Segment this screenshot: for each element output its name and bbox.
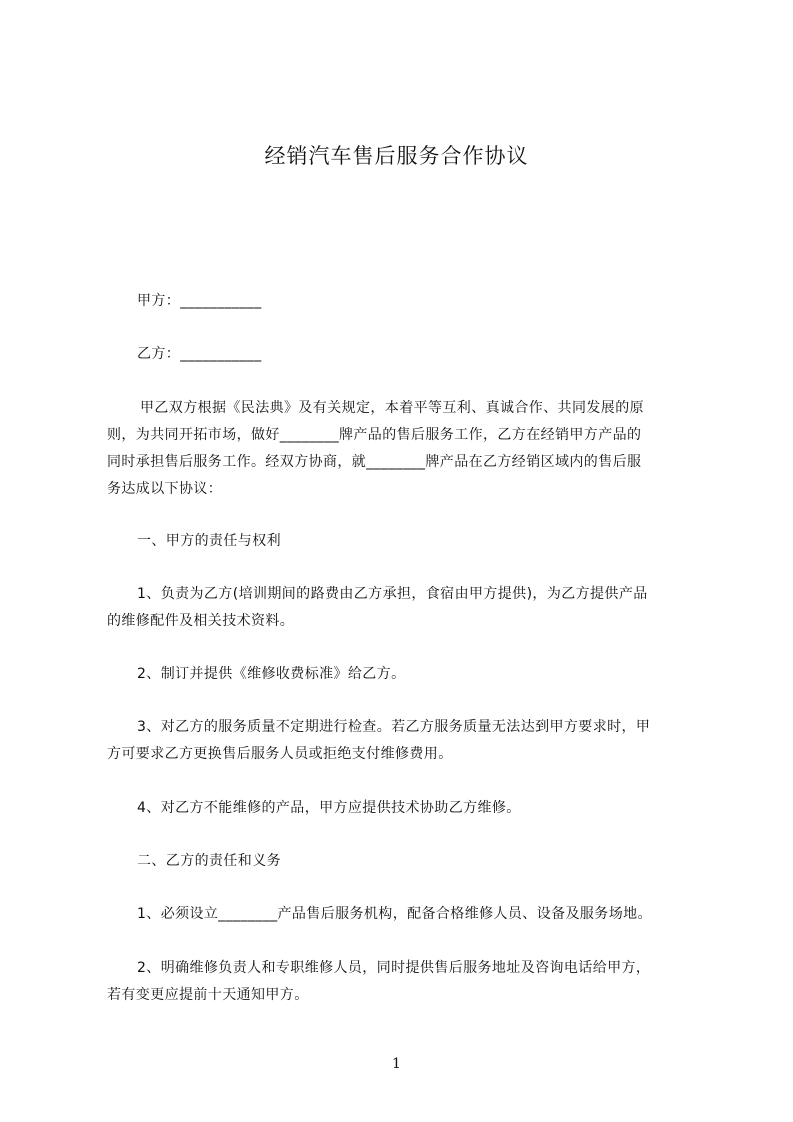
section1-heading: 一、甲方的责任与权利: [137, 533, 281, 549]
preamble-line-3: 同时承担售后服务工作。经双方协商，就________牌产品在乙方经销区域内的售后服: [107, 454, 642, 470]
section1-clause3-line-1: 3、对乙方的服务质量不定期进行检查。若乙方服务质量无法达到甲方要求时，甲: [137, 719, 651, 735]
section2-heading: 二、乙方的责任和义务: [137, 853, 281, 869]
page-number: 1: [392, 1056, 401, 1072]
party-a-line: 甲方：___________: [137, 293, 262, 309]
preamble-line-1: 甲乙双方根据《民法典》及有关规定，本着平等互利、真诚合作、共同发展的原: [140, 400, 644, 416]
section1-clause4: 4、对乙方不能维修的产品，甲方应提供技术协助乙方维修。: [137, 800, 521, 816]
section1-clause1-line-2: 的维修配件及相关技术资料。: [107, 613, 295, 629]
section2-clause1: 1、必须设立________产品售后服务机构，配备合格维修人员、设备及服务场地。: [137, 906, 652, 922]
section2-clause2-line-1: 2、明确维修负责人和专职维修人员，同时提供售后服务地址及咨询电话给甲方，: [137, 960, 651, 976]
preamble-line-2: 则，为共同开拓市场，做好________牌产品的售后服务工作，乙方在经销甲方产品的: [107, 427, 642, 443]
document-title: 经销汽车售后服务合作协议: [264, 144, 529, 168]
section1-clause1-line-1: 1、负责为乙方(培训期间的路费由乙方承担，食宿由甲方提供)，为乙方提供产品: [137, 586, 648, 602]
party-b-line: 乙方：___________: [137, 346, 262, 362]
preamble-line-4: 务达成以下协议：: [107, 481, 223, 497]
section1-clause3-line-2: 方可要求乙方更换售后服务人员或拒绝支付维修费用。: [107, 746, 453, 762]
section2-clause2-line-2: 若有变更应提前十天通知甲方。: [107, 987, 309, 1003]
section1-clause2: 2、制订并提供《维修收费标准》给乙方。: [137, 666, 406, 682]
